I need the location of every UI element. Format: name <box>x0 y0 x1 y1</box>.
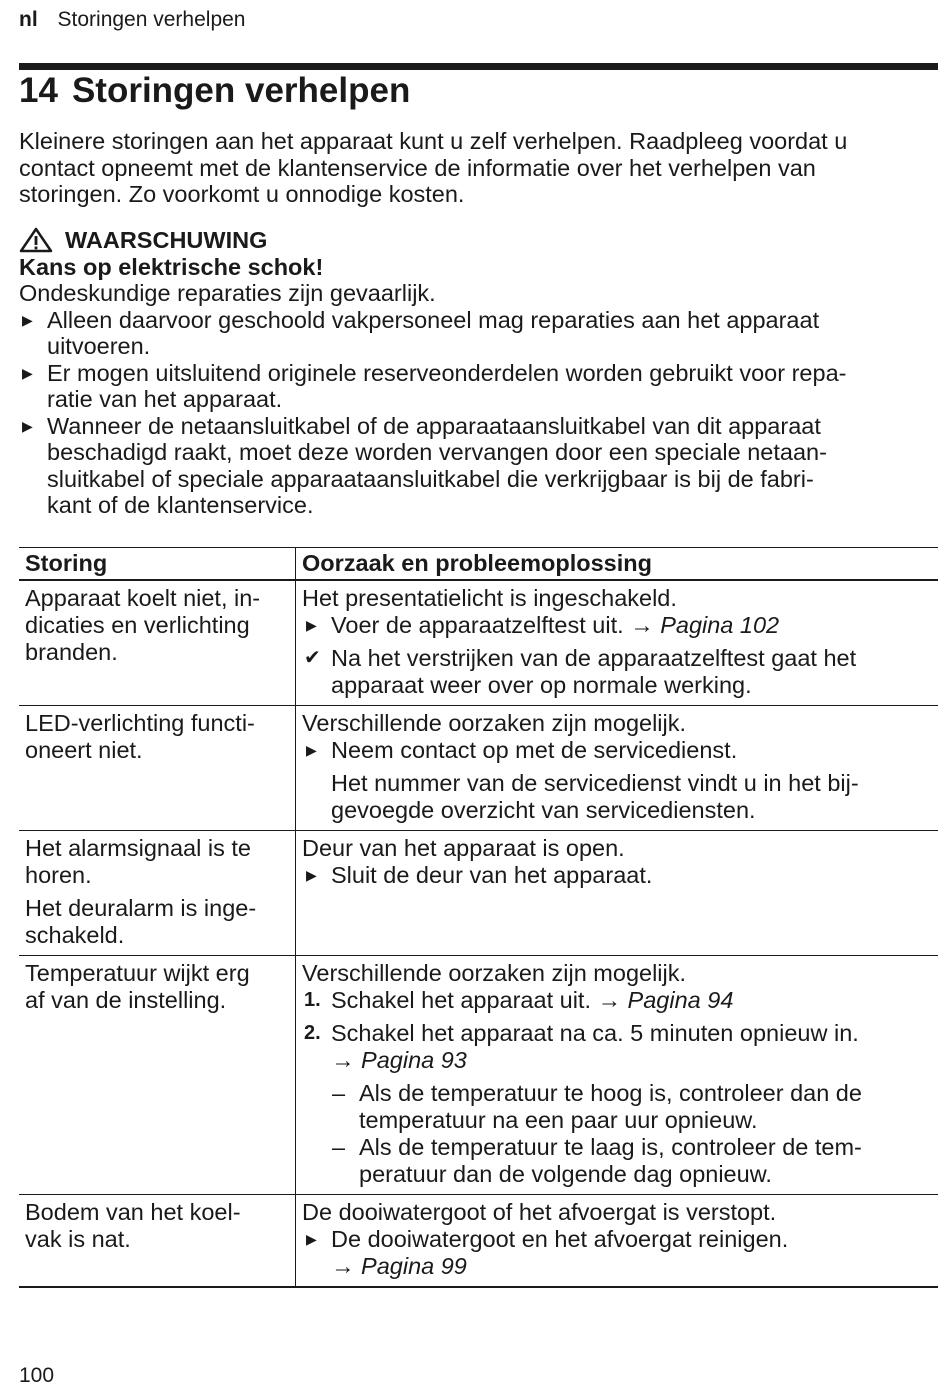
numbered-step <box>302 987 932 1014</box>
arrow-right-icon: → <box>597 987 622 1013</box>
storing-cell <box>19 706 296 831</box>
storing-line: schakeld. <box>25 922 125 948</box>
warning-bullet <box>19 360 938 413</box>
sub-item <box>302 1134 932 1188</box>
page-reference <box>331 1253 932 1280</box>
troubleshooting-table <box>19 547 938 1288</box>
bullet-line: ratie van het apparaat. <box>47 386 283 412</box>
bullet-line: kant of de klantenservice. <box>47 492 314 518</box>
storing-line: Temperatuur wijkt erg <box>25 960 250 986</box>
intro-line: contact opneemt met de klantenservice de informatie over het verhelpen van <box>19 154 816 181</box>
running-header <box>19 8 245 32</box>
chapter-title <box>19 71 410 111</box>
cause-text: Deur van het apparaat is open. <box>302 835 625 861</box>
bullet-line: uitvoeren. <box>47 333 151 359</box>
storing-line: Bodem van het koel- <box>25 1199 241 1225</box>
solution-cell <box>296 706 939 831</box>
table-row <box>19 580 938 706</box>
cause-text: Verschillende oorzaken zijn mogelijk. <box>302 960 687 986</box>
result-step <box>302 645 932 699</box>
storing-line: Het deuralarm is inge- <box>25 895 257 921</box>
step-text: Neem contact op met de servicedienst. <box>331 737 738 763</box>
step-text: Schakel het apparaat uit. <box>331 987 591 1013</box>
warning-triangle-icon <box>19 227 53 253</box>
step-number: 1. <box>304 989 321 1011</box>
arrow-right-icon: → <box>630 612 654 638</box>
cause-text: De dooiwatergoot of het afvoergat is verstopt. <box>302 1199 777 1225</box>
bullet-line: Wanneer de netaansluitkabel of de apparaataansluitkabel van dit apparaat <box>47 412 821 439</box>
step-note <box>302 770 932 824</box>
column-header-storing: Storing <box>19 548 296 581</box>
bullet-triangle-icon: ▶ <box>306 617 317 633</box>
page-reference <box>331 1047 932 1074</box>
sub-line: Als de temperatuur te hoog is, controleer dan de <box>359 1080 862 1106</box>
bullet-triangle-icon: ▶ <box>22 417 33 434</box>
action-step <box>302 737 932 764</box>
storing-line: dicaties en verlichting <box>25 612 250 638</box>
action-step <box>302 612 932 639</box>
numbered-step <box>302 1020 932 1074</box>
table-row <box>19 956 938 1195</box>
step-text: Sluit de deur van het apparaat. <box>331 862 653 888</box>
action-step <box>302 1226 932 1280</box>
page-reference-text: Pagina 102 <box>660 612 780 638</box>
storing-cell <box>19 1195 296 1288</box>
bullet-line: Er mogen uitsluitend originele reserveonderdelen worden gebruikt voor repa- <box>47 359 847 386</box>
table-row <box>19 831 938 956</box>
warning-label: WAARSCHUWING <box>65 227 268 253</box>
storing-line: oneert niet. <box>25 737 143 763</box>
step-number: 2. <box>304 1022 321 1044</box>
bullet-triangle-icon: ▶ <box>306 1231 317 1247</box>
bullet-line: beschadigd raakt, moet deze worden vervangen door een speciale netaan- <box>47 439 827 465</box>
dash-marker: – <box>332 1134 346 1160</box>
bullet-line: sluitkabel of speciale apparaataansluitkabel die verkrijgbaar is bij de fabri- <box>47 465 814 492</box>
table-row <box>19 706 938 831</box>
page-reference-text: Pagina 94 <box>627 987 734 1013</box>
bullet-triangle-icon: ▶ <box>306 867 317 883</box>
action-step <box>302 862 932 889</box>
solution-cell <box>296 580 939 706</box>
column-header-oorzaak: Oorzaak en probleemoplossing <box>296 548 939 581</box>
result-line: Na het verstrijken van de apparaatzelftest gaat het <box>331 645 857 671</box>
bullet-triangle-icon: ▶ <box>22 311 33 328</box>
storing-line: vak is nat. <box>25 1226 131 1252</box>
step-text: Schakel het apparaat na ca. 5 minuten opnieuw in. <box>331 1020 859 1046</box>
warning-title: Kans op elektrische schok! <box>19 253 324 280</box>
sub-line: temperatuur na een paar uur opnieuw. <box>359 1107 758 1133</box>
storing-line: af van de instelling. <box>25 987 227 1013</box>
storing-line: Het alarmsignaal is te <box>25 835 251 861</box>
dash-marker: – <box>332 1080 346 1106</box>
step-text: De dooiwatergoot en het afvoergat reinigen. <box>331 1226 789 1252</box>
page-reference-text: Pagina 93 <box>361 1047 467 1073</box>
warning-heading <box>19 227 938 254</box>
storing-cell <box>19 831 296 956</box>
cause-text: Het presentatielicht is ingeschakeld. <box>302 585 677 611</box>
intro-line: storingen. Zo voorkomt u onnodige kosten. <box>19 181 465 207</box>
storing-line: LED-verlichting functi- <box>25 710 255 736</box>
checkmark-icon: ✔ <box>304 647 321 669</box>
chapter-number: 14 <box>19 71 58 110</box>
page-reference <box>630 612 779 638</box>
page-reference <box>598 987 734 1013</box>
warning-block <box>19 227 938 519</box>
storing-cell <box>19 580 296 706</box>
warning-bullet <box>19 307 938 360</box>
chapter-title-text: Storingen verhelpen <box>71 71 411 110</box>
table-row <box>19 1195 938 1288</box>
storing-line: Apparaat koelt niet, in- <box>25 585 261 611</box>
header-rule <box>19 63 938 70</box>
note-line: gevoegde overzicht van servicediensten. <box>331 797 756 823</box>
sub-item <box>302 1080 932 1134</box>
header-title: Storingen verhelpen <box>57 8 246 31</box>
note-line: Het nummer van de servicedienst vindt u in het bij- <box>331 770 859 796</box>
cause-text: Verschillende oorzaken zijn mogelijk. <box>302 710 687 736</box>
sub-line: peratuur dan de volgende dag opnieuw. <box>359 1161 772 1187</box>
solution-cell <box>296 1195 939 1288</box>
arrow-right-icon: → <box>331 1047 355 1073</box>
bullet-line: Alleen daarvoor geschoold vakpersoneel mag reparaties aan het apparaat <box>47 306 820 333</box>
intro-line: Kleinere storingen aan het apparaat kunt u zelf verhelpen. Raadpleeg voordat u <box>19 128 848 154</box>
solution-cell <box>296 831 939 956</box>
step-text: Voer de apparaatzelftest uit. <box>331 612 624 638</box>
page-number: 100 <box>19 1364 55 1387</box>
warning-text: Ondeskundige reparaties zijn gevaarlijk. <box>19 280 436 306</box>
result-line: apparaat weer over op normale werking. <box>331 672 752 698</box>
solution-cell <box>296 956 939 1195</box>
table-header-row <box>19 548 938 581</box>
arrow-right-icon: → <box>331 1253 355 1279</box>
sub-line: Als de temperatuur te laag is, controleer de tem- <box>359 1134 862 1160</box>
storing-cell <box>19 956 296 1195</box>
intro-paragraph <box>19 128 938 208</box>
bullet-triangle-icon: ▶ <box>22 364 33 381</box>
language-code: nl <box>19 8 38 31</box>
bullet-triangle-icon: ▶ <box>306 742 317 758</box>
page-reference-text: Pagina 99 <box>361 1253 467 1279</box>
warning-bullet <box>19 413 938 519</box>
storing-line: branden. <box>25 639 118 665</box>
storing-line: horen. <box>25 862 92 888</box>
